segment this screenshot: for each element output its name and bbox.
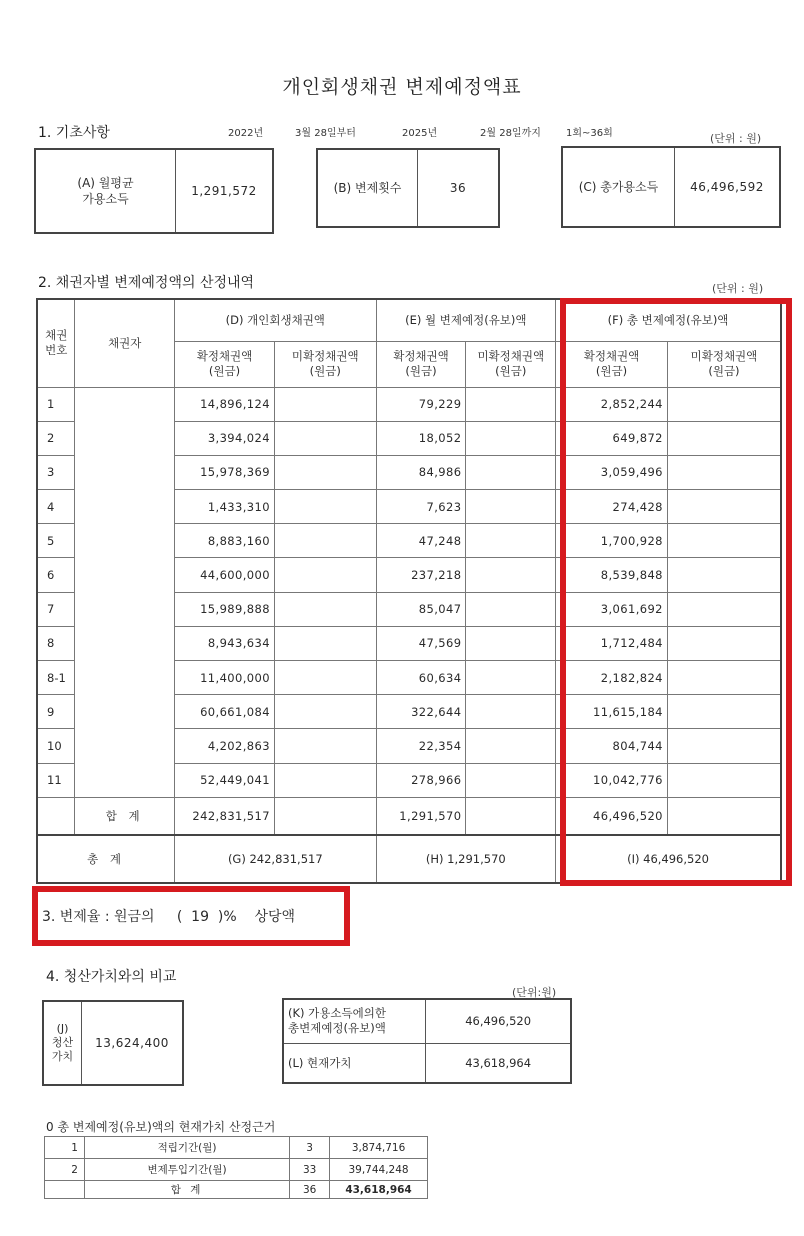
box-a-label-line2: 가용소득 [82, 192, 129, 206]
row-e-unfixed [466, 592, 556, 626]
basis-row-amount: 39,744,248 [330, 1159, 428, 1181]
row-creditor [75, 626, 175, 660]
page-title: 개인회생채권 변제예정액표 [282, 76, 522, 98]
row-e-fixed: 237,218 [376, 558, 466, 592]
row-e-unfixed [466, 490, 556, 524]
basis-table [44, 1136, 428, 1199]
row-no: 4 [37, 490, 75, 524]
row-f-fixed: 8,539,848 [556, 558, 668, 592]
box-b-label: (B) 변제횟수 [318, 150, 418, 226]
row-d-unfixed [274, 387, 376, 421]
row-creditor [75, 729, 175, 763]
header-d-fixed-l1: 확정채권액 [196, 349, 253, 363]
header-d: (D) 개인회생채권액 [175, 299, 377, 341]
subtotal-e-unfixed [466, 797, 556, 835]
box-c-total-income [561, 146, 781, 228]
row-d-unfixed [274, 490, 376, 524]
row-e-unfixed [466, 626, 556, 660]
row-f-fixed: 1,712,484 [556, 626, 668, 660]
subtotal-no [37, 797, 75, 835]
basis-total-label: 합 계 [84, 1181, 289, 1199]
header-d-unfixed-l2: (원금) [309, 364, 341, 378]
row-d-unfixed [274, 558, 376, 592]
row-e-fixed: 79,229 [376, 387, 466, 421]
header-e-unfixed-l1: 미확정채권액 [477, 349, 545, 363]
header-f-unfixed-l1: 미확정채권액 [690, 349, 758, 363]
row-e-fixed: 84,986 [376, 455, 466, 489]
header-e-fixed-l2: (원금) [405, 364, 437, 378]
header-no-line2: 번호 [45, 343, 68, 358]
period-start-year: 2022년 [228, 128, 264, 139]
header-f-unfixed-l2: (원금) [708, 364, 740, 378]
box-a-value: 1,291,572 [191, 184, 257, 198]
header-e-unfixed-l2: (원금) [495, 364, 527, 378]
basis-row-label: 적립기간(월) [84, 1137, 289, 1159]
row-d-unfixed [274, 592, 376, 626]
basis-row-label: 변제투입기간(월) [84, 1159, 289, 1181]
row-creditor [75, 490, 175, 524]
basis-row-months: 33 [290, 1159, 330, 1181]
total-h: (H) 1,291,570 [376, 835, 556, 883]
row-no: 2 [37, 421, 75, 455]
box-a-monthly-income [34, 148, 274, 234]
row-creditor [75, 455, 175, 489]
row-d-unfixed [274, 695, 376, 729]
row-f-fixed: 274,428 [556, 490, 668, 524]
row-no: 8 [37, 626, 75, 660]
row-d-fixed: 60,661,084 [175, 695, 275, 729]
subtotal-e: 1,291,570 [376, 797, 466, 835]
row-d-unfixed [274, 524, 376, 558]
k-label-line2: 총변제예정(유보)액 [288, 1021, 386, 1036]
row-e-unfixed [466, 558, 556, 592]
row-d-fixed: 15,978,369 [175, 455, 275, 489]
k-label-line1: (K) 가용소득에의한 [288, 1006, 386, 1021]
row-no: 5 [37, 524, 75, 558]
period-start-date: 3월 28일부터 [295, 128, 356, 139]
k-label [283, 999, 426, 1043]
section1-heading: 1. 기초사항 [38, 125, 110, 141]
row-creditor [75, 592, 175, 626]
row-d-unfixed [274, 661, 376, 695]
section1-unit: (단위 : 원) [710, 132, 762, 145]
box-b-repayment-count [316, 148, 500, 228]
basis-heading: 0 총 변제예정(유보)액의 현재가치 산정근거 [46, 1120, 276, 1134]
row-d-fixed: 14,896,124 [175, 387, 275, 421]
row-d-unfixed [274, 421, 376, 455]
subtotal-d: 242,831,517 [175, 797, 275, 835]
comparison-table [282, 998, 572, 1084]
row-creditor [75, 661, 175, 695]
basis-row-months: 3 [290, 1137, 330, 1159]
section4-unit: (단위:원) [512, 986, 557, 999]
row-no: 11 [37, 763, 75, 797]
section2-unit: (단위 : 원) [712, 282, 764, 295]
row-d-unfixed [274, 729, 376, 763]
header-e-fixed [376, 341, 466, 387]
box-j-value: 13,624,400 [95, 1036, 169, 1050]
row-e-unfixed [466, 387, 556, 421]
l-label: (L) 현재가치 [283, 1043, 426, 1083]
box-a-label [36, 150, 176, 232]
period-rounds: 1회~36회 [566, 128, 613, 139]
row-no: 6 [37, 558, 75, 592]
header-e-unfixed [466, 341, 556, 387]
box-c-label: (C) 총가용소득 [563, 148, 675, 226]
box-j-label-line2: 청산 [51, 1036, 74, 1049]
row-f-fixed: 2,852,244 [556, 387, 668, 421]
period-end-year: 2025년 [402, 128, 438, 139]
subtotal-label: 합 계 [75, 797, 175, 835]
row-creditor [75, 558, 175, 592]
box-j-liquidation-value [42, 1000, 184, 1086]
row-f-fixed: 3,061,692 [556, 592, 668, 626]
period-end-date: 2월 28일까지 [480, 128, 541, 139]
k-value: 46,496,520 [426, 999, 571, 1043]
subtotal-d-unfixed [274, 797, 376, 835]
row-no: 3 [37, 455, 75, 489]
row-e-unfixed [466, 695, 556, 729]
row-f-fixed: 2,182,824 [556, 661, 668, 695]
header-d-fixed [175, 341, 275, 387]
header-no [37, 299, 75, 387]
basis-row [45, 1159, 428, 1181]
box-j-label-line1: (J) [56, 1022, 69, 1035]
header-f-fixed-l2: (원금) [595, 364, 628, 378]
row-e-fixed: 322,644 [376, 695, 466, 729]
row-no: 1 [37, 387, 75, 421]
row-d-fixed: 1,433,310 [175, 490, 275, 524]
row-no: 7 [37, 592, 75, 626]
row-creditor [75, 421, 175, 455]
row-e-fixed: 47,569 [376, 626, 466, 660]
row-d-fixed: 8,883,160 [175, 524, 275, 558]
row-d-unfixed [274, 763, 376, 797]
basis-row [45, 1137, 428, 1159]
row-no: 10 [37, 729, 75, 763]
header-d-unfixed [274, 341, 376, 387]
header-f: (F) 총 변제예정(유보)액 [556, 299, 781, 341]
row-d-fixed: 52,449,041 [175, 763, 275, 797]
header-no-line1: 채권 [45, 328, 68, 343]
row-d-unfixed [274, 626, 376, 660]
total-i: (I) 46,496,520 [556, 835, 781, 883]
section2-heading: 2. 채권자별 변제예정액의 산정내역 [38, 275, 255, 291]
header-f-fixed-l1: 확정채권액 [583, 349, 640, 363]
row-e-fixed: 278,966 [376, 763, 466, 797]
row-f-fixed: 3,059,496 [556, 455, 668, 489]
header-e-fixed-l1: 확정채권액 [393, 349, 449, 363]
row-d-fixed: 15,989,888 [175, 592, 275, 626]
box-b-value: 36 [449, 181, 467, 195]
row-creditor [75, 524, 175, 558]
row-no: 8-1 [37, 661, 75, 695]
total-g: (G) 242,831,517 [175, 835, 377, 883]
repayment-rate-text: 3. 변제율 : 원금의 ( 19 )% 상당액 [42, 909, 296, 925]
row-e-unfixed [466, 763, 556, 797]
row-e-fixed: 22,354 [376, 729, 466, 763]
row-e-fixed: 47,248 [376, 524, 466, 558]
basis-total-months: 36 [290, 1181, 330, 1199]
row-e-unfixed [466, 455, 556, 489]
row-d-fixed: 44,600,000 [175, 558, 275, 592]
basis-row-no: 2 [45, 1159, 85, 1181]
basis-total-amount: 43,618,964 [330, 1181, 428, 1199]
l-value: 43,618,964 [426, 1043, 571, 1083]
header-creditor: 채권자 [75, 299, 175, 387]
row-d-unfixed [274, 455, 376, 489]
total-label: 총 계 [37, 835, 175, 883]
row-e-unfixed [466, 524, 556, 558]
row-f-fixed: 804,744 [556, 729, 668, 763]
basis-total-no [45, 1181, 85, 1199]
row-creditor [75, 387, 175, 421]
row-e-fixed: 85,047 [376, 592, 466, 626]
row-e-unfixed [466, 421, 556, 455]
header-d-fixed-l2: (원금) [208, 364, 241, 378]
header-d-unfixed-l1: 미확정채권액 [291, 349, 359, 363]
section4-heading: 4. 청산가치와의 비교 [46, 969, 177, 985]
box-c-value: 46,496,592 [690, 180, 764, 194]
row-creditor [75, 763, 175, 797]
row-f-fixed: 1,700,928 [556, 524, 668, 558]
row-creditor [75, 695, 175, 729]
row-e-fixed: 7,623 [376, 490, 466, 524]
row-d-fixed: 11,400,000 [175, 661, 275, 695]
box-j-label [44, 1002, 82, 1084]
row-d-fixed: 3,394,024 [175, 421, 275, 455]
box-a-label-line1: (A) 월평균 [77, 176, 134, 190]
basis-row-no: 1 [45, 1137, 85, 1159]
basis-row-amount: 3,874,716 [330, 1137, 428, 1159]
row-f-fixed: 649,872 [556, 421, 668, 455]
row-f-fixed: 11,615,184 [556, 695, 668, 729]
box-j-label-line3: 가치 [51, 1050, 74, 1063]
highlight-column-f [560, 298, 792, 886]
row-d-fixed: 8,943,634 [175, 626, 275, 660]
row-e-fixed: 18,052 [376, 421, 466, 455]
row-e-fixed: 60,634 [376, 661, 466, 695]
header-e: (E) 월 변제예정(유보)액 [376, 299, 556, 341]
row-e-unfixed [466, 661, 556, 695]
row-e-unfixed [466, 729, 556, 763]
row-no: 9 [37, 695, 75, 729]
row-d-fixed: 4,202,863 [175, 729, 275, 763]
row-f-fixed: 10,042,776 [556, 763, 668, 797]
subtotal-f: 46,496,520 [556, 797, 668, 835]
